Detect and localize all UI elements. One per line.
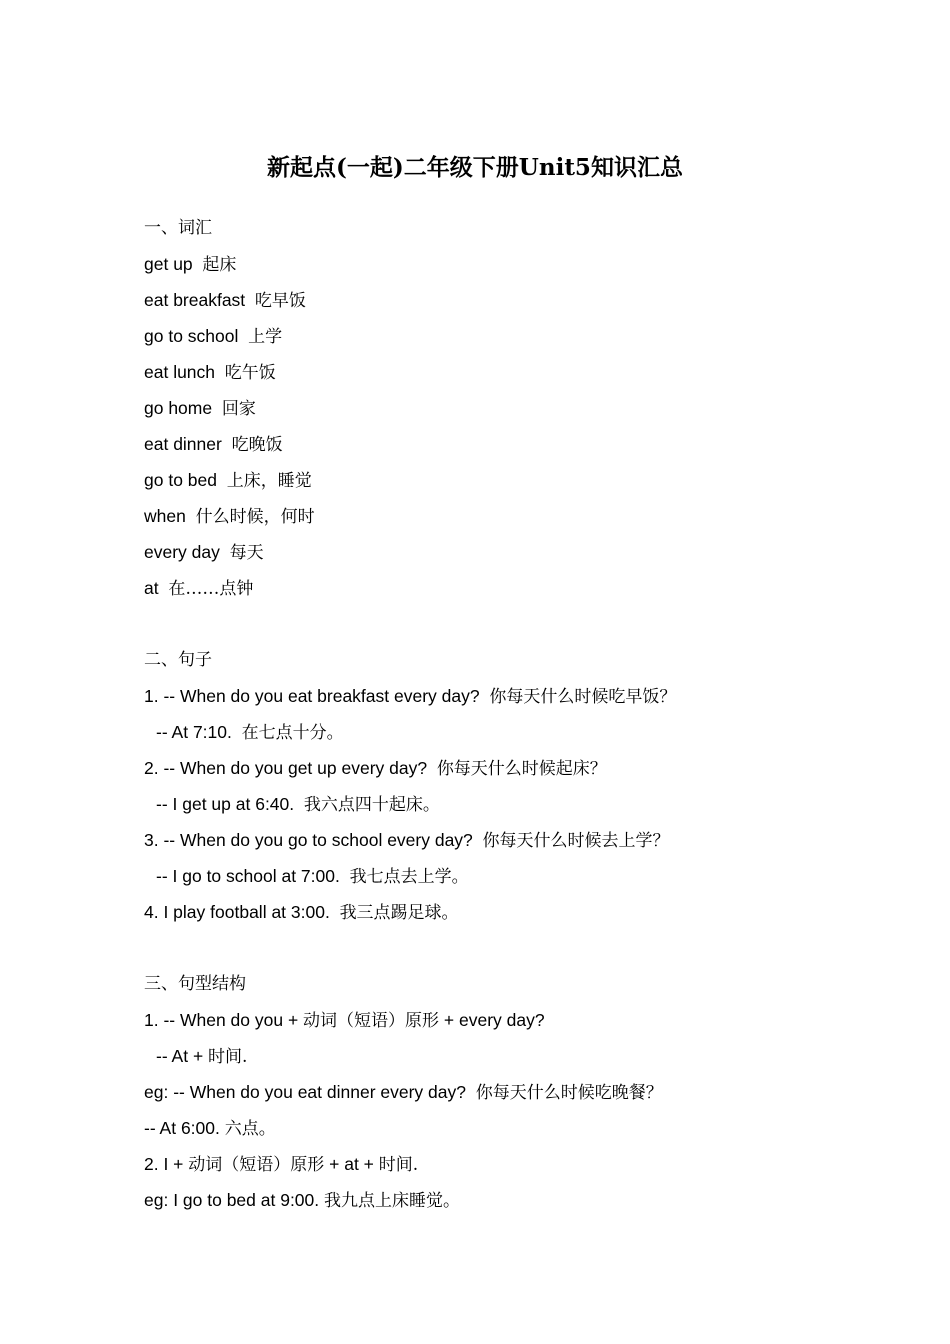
vocab-cn: 上学 <box>248 327 283 347</box>
pattern-line <box>144 1002 844 1038</box>
sentence-en: 1. -- When do you eat breakfast every day? <box>144 686 480 706</box>
sentence-cn: 你每天什么时候吃早饭？ <box>489 687 677 707</box>
pattern-cn: 时间. <box>378 1155 419 1175</box>
example-en: eg: -- When do you eat dinner every day? <box>144 1082 466 1102</box>
vocab-item <box>144 570 844 606</box>
vocab-en: eat lunch <box>144 362 216 382</box>
vocab-en: at <box>144 578 159 598</box>
pattern-cn: 动词（短语）原形 <box>188 1155 325 1175</box>
vocab-item <box>144 318 844 354</box>
sentences-heading: 二、句子 <box>144 650 212 670</box>
example-line <box>144 1182 844 1218</box>
vocab-en: go home <box>144 398 213 418</box>
vocab-cn: 每天 <box>229 543 264 563</box>
vocab-cn: 吃早饭 <box>254 291 306 311</box>
sentence-line <box>144 750 844 786</box>
vocab-cn: 上床，睡觉 <box>226 471 312 491</box>
example-cn: 六点。 <box>224 1119 276 1139</box>
example-cn: 我九点上床睡觉。 <box>324 1191 461 1211</box>
sentence-cn: 你每天什么时候起床？ <box>436 759 607 779</box>
vocab-cn: 吃晚饭 <box>231 435 283 455</box>
pattern-line <box>144 1146 844 1182</box>
sentence-en: 4. I play football at 3:00. <box>144 902 330 922</box>
vocab-cn: 什么时候，何时 <box>195 507 315 527</box>
pattern-text: + at + <box>324 1154 379 1174</box>
page-title: 新起点(一起)二年级下册Unit5知识汇总 <box>267 154 683 181</box>
sentence-en: 3. -- When do you go to school every day? <box>144 830 473 850</box>
sentence-cn: 我七点去上学。 <box>349 867 469 887</box>
vocab-en: when <box>144 506 186 526</box>
vocab-item <box>144 426 844 462</box>
sentence-line <box>144 858 844 894</box>
vocab-item <box>144 390 844 426</box>
vocab-en: go to bed <box>144 470 217 490</box>
sentence-line <box>144 822 844 858</box>
example-line <box>144 1110 844 1146</box>
sentence-cn: 你每天什么时候去上学？ <box>482 831 670 851</box>
sentence-en: 2. -- When do you get up every day? <box>144 758 428 778</box>
vocab-en: get up <box>144 254 193 274</box>
sentence-en: -- At 7:10. <box>156 722 232 742</box>
vocab-cn: 在……点钟 <box>168 579 254 599</box>
vocab-item <box>144 534 844 570</box>
sentence-line <box>144 894 844 930</box>
sentence-line <box>144 678 844 714</box>
document-body <box>144 210 844 1218</box>
example-cn: 你每天什么时候吃晚餐？ <box>475 1083 663 1103</box>
sentence-cn: 在七点十分。 <box>241 723 344 743</box>
pattern-text: -- At + <box>156 1046 209 1066</box>
pattern-text: 1. -- When do you + <box>144 1010 304 1030</box>
section-spacer <box>144 606 844 642</box>
sentence-cn: 我六点四十起床。 <box>303 795 440 815</box>
vocab-item <box>144 498 844 534</box>
sentence-cn: 我三点踢足球。 <box>339 903 459 923</box>
example-line <box>144 1074 844 1110</box>
vocab-en: eat breakfast <box>144 290 246 310</box>
vocab-item <box>144 462 844 498</box>
vocab-en: every day <box>144 542 220 562</box>
vocab-cn: 起床 <box>202 255 237 275</box>
pattern-cn: 时间. <box>208 1047 248 1067</box>
vocab-cn: 吃午饭 <box>224 363 276 383</box>
pattern-cn: 动词（短语）原形 <box>303 1011 440 1031</box>
vocab-heading: 一、词汇 <box>144 218 212 238</box>
vocab-en: go to school <box>144 326 239 346</box>
pattern-text: + every day? <box>439 1010 545 1030</box>
sentence-line <box>144 714 844 750</box>
example-en: -- At 6:00. <box>144 1118 220 1138</box>
pattern-line <box>144 1038 844 1074</box>
example-en: eg: I go to bed at 9:00. <box>144 1190 320 1210</box>
vocab-item <box>144 354 844 390</box>
vocab-cn: 回家 <box>221 399 256 419</box>
section-spacer <box>144 930 844 966</box>
sentence-en: -- I go to school at 7:00. <box>156 866 340 886</box>
vocab-item <box>144 282 844 318</box>
vocab-item <box>144 246 844 282</box>
sentence-line <box>144 786 844 822</box>
patterns-heading: 三、句型结构 <box>144 974 246 994</box>
sentence-en: -- I get up at 6:40. <box>156 794 295 814</box>
pattern-text: 2. I + <box>144 1154 189 1174</box>
vocab-en: eat dinner <box>144 434 222 454</box>
